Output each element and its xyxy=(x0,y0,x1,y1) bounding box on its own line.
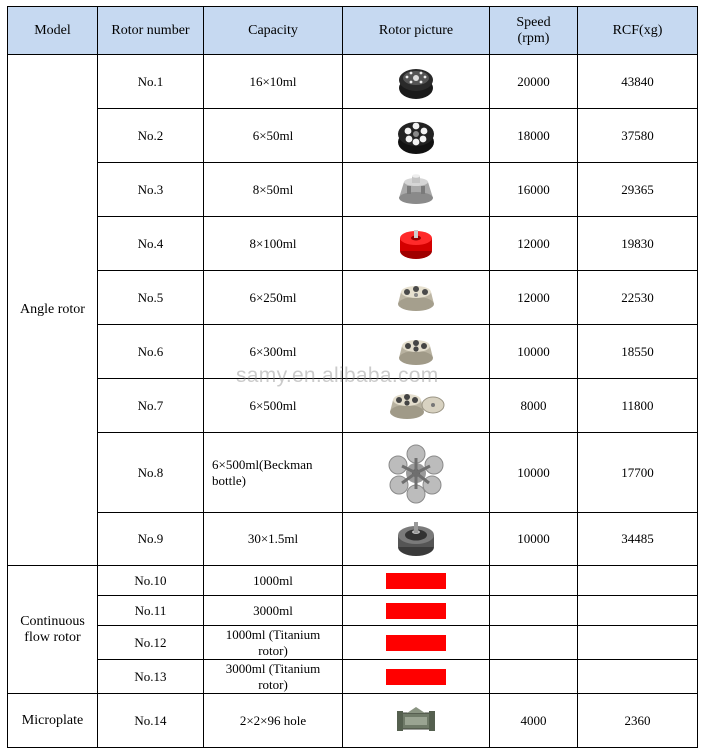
rotor-picture xyxy=(343,217,490,271)
watermark: samy.en.alibaba.com xyxy=(236,364,439,387)
red-bar-icon xyxy=(386,669,446,685)
table-row xyxy=(8,513,698,566)
speed xyxy=(490,660,578,694)
capacity: 6×500ml xyxy=(204,379,343,433)
rotor-number: No.3 xyxy=(98,163,204,217)
capacity xyxy=(204,626,343,660)
rotor-picture xyxy=(343,626,490,660)
beige-rotor-icon xyxy=(394,334,438,370)
red-bar-icon xyxy=(386,573,446,589)
rotor-number: No.10 xyxy=(98,566,204,596)
rotor-picture xyxy=(343,379,490,433)
capacity: 6×50ml xyxy=(204,109,343,163)
table-row xyxy=(8,433,698,513)
rotor-picture xyxy=(343,433,490,513)
capacity: 2×2×96 hole xyxy=(204,694,343,748)
rcf: 29365 xyxy=(578,163,698,217)
group-angle-rotor: Angle rotor xyxy=(8,55,98,566)
table-row xyxy=(8,217,698,271)
header-speed-line1: Speed xyxy=(516,14,551,30)
rotor-number: No.13 xyxy=(98,660,204,694)
rcf: 2360 xyxy=(578,694,698,748)
rotor-number: No.5 xyxy=(98,271,204,325)
table-row xyxy=(8,694,698,748)
table-row xyxy=(8,55,698,109)
rotor-number: No.2 xyxy=(98,109,204,163)
table-row xyxy=(8,109,698,163)
table-row xyxy=(8,566,698,596)
rotor-picture xyxy=(343,513,490,566)
capacity-line1: 1000ml (Titanium xyxy=(225,626,321,642)
header-model: Model xyxy=(8,7,98,55)
capacity: 6×250ml xyxy=(204,271,343,325)
speed: 20000 xyxy=(490,55,578,109)
rcf xyxy=(578,660,698,694)
rcf xyxy=(578,566,698,596)
rotor-number: No.8 xyxy=(98,433,204,513)
rotor-number: No.12 xyxy=(98,626,204,660)
grey-rotor-icon xyxy=(395,518,437,560)
capacity: 1000ml xyxy=(204,566,343,596)
table-row xyxy=(8,325,698,379)
speed: 8000 xyxy=(490,379,578,433)
rcf xyxy=(578,626,698,660)
speed: 10000 xyxy=(490,513,578,566)
table-row xyxy=(8,660,698,694)
rotor-number: No.9 xyxy=(98,513,204,566)
table-row xyxy=(8,379,698,433)
rotor-picture xyxy=(343,163,490,217)
rcf: 22530 xyxy=(578,271,698,325)
red-rotor-icon xyxy=(396,226,436,262)
speed: 12000 xyxy=(490,217,578,271)
red-bar-icon xyxy=(386,603,446,619)
microplate-carrier-icon xyxy=(395,707,437,735)
speed: 16000 xyxy=(490,163,578,217)
group-continuous-line1: Continuous xyxy=(20,613,85,629)
rotor-number: No.4 xyxy=(98,217,204,271)
beige-rotor-icon xyxy=(393,280,439,316)
black-rotor-icon xyxy=(396,62,436,102)
capacity-line2: rotor) xyxy=(258,676,288,692)
capacity: 16×10ml xyxy=(204,55,343,109)
speed: 10000 xyxy=(490,433,578,513)
group-continuous-line2: flow rotor xyxy=(24,629,81,645)
rcf: 17700 xyxy=(578,433,698,513)
capacity: 6×300ml xyxy=(204,325,343,379)
header-rotor-number: Rotor number xyxy=(98,7,204,55)
speed xyxy=(490,566,578,596)
group-microplate: Microplate xyxy=(8,694,98,748)
rotor-number: No.7 xyxy=(98,379,204,433)
table-row xyxy=(8,271,698,325)
rotor-picture xyxy=(343,566,490,596)
capacity xyxy=(204,433,343,513)
rotor-spec-table xyxy=(7,6,698,748)
speed: 12000 xyxy=(490,271,578,325)
rotor-picture xyxy=(343,109,490,163)
beige-rotor-with-lid-icon xyxy=(387,387,445,425)
capacity: 3000ml xyxy=(204,596,343,626)
rotor-picture xyxy=(343,596,490,626)
header-row xyxy=(8,7,698,55)
header-speed xyxy=(490,7,578,55)
header-speed-line2: (rpm) xyxy=(517,30,550,46)
black-rotor-icon xyxy=(395,115,437,157)
rotor-number: No.1 xyxy=(98,55,204,109)
rcf: 11800 xyxy=(578,379,698,433)
rcf: 37580 xyxy=(578,109,698,163)
capacity-line2: rotor) xyxy=(258,642,288,658)
rotor-number: No.14 xyxy=(98,694,204,748)
table-row xyxy=(8,596,698,626)
red-bar-icon xyxy=(386,635,446,651)
rcf: 34485 xyxy=(578,513,698,566)
capacity-line2: bottle) xyxy=(212,472,246,488)
capacity: 8×50ml xyxy=(204,163,343,217)
rcf xyxy=(578,596,698,626)
speed xyxy=(490,626,578,660)
rotor-picture xyxy=(343,325,490,379)
silver-rotor-icon xyxy=(393,172,439,208)
star-rotor-icon xyxy=(386,442,446,504)
rotor-picture xyxy=(343,55,490,109)
rotor-picture xyxy=(343,271,490,325)
speed: 18000 xyxy=(490,109,578,163)
rotor-number: No.6 xyxy=(98,325,204,379)
rotor-number: No.11 xyxy=(98,596,204,626)
capacity-line1: 6×500ml(Beckman xyxy=(212,456,313,472)
table-row xyxy=(8,626,698,660)
rotor-picture xyxy=(343,694,490,748)
capacity xyxy=(204,660,343,694)
group-continuous-flow-rotor xyxy=(8,566,98,694)
speed xyxy=(490,596,578,626)
speed: 4000 xyxy=(490,694,578,748)
capacity: 8×100ml xyxy=(204,217,343,271)
capacity-line1: 3000ml (Titanium xyxy=(225,660,321,676)
header-rotor-picture: Rotor picture xyxy=(343,7,490,55)
rcf: 19830 xyxy=(578,217,698,271)
speed: 10000 xyxy=(490,325,578,379)
rcf: 43840 xyxy=(578,55,698,109)
header-rcf: RCF(xg) xyxy=(578,7,698,55)
rcf: 18550 xyxy=(578,325,698,379)
capacity: 30×1.5ml xyxy=(204,513,343,566)
header-capacity: Capacity xyxy=(204,7,343,55)
rotor-picture xyxy=(343,660,490,694)
table-row xyxy=(8,163,698,217)
